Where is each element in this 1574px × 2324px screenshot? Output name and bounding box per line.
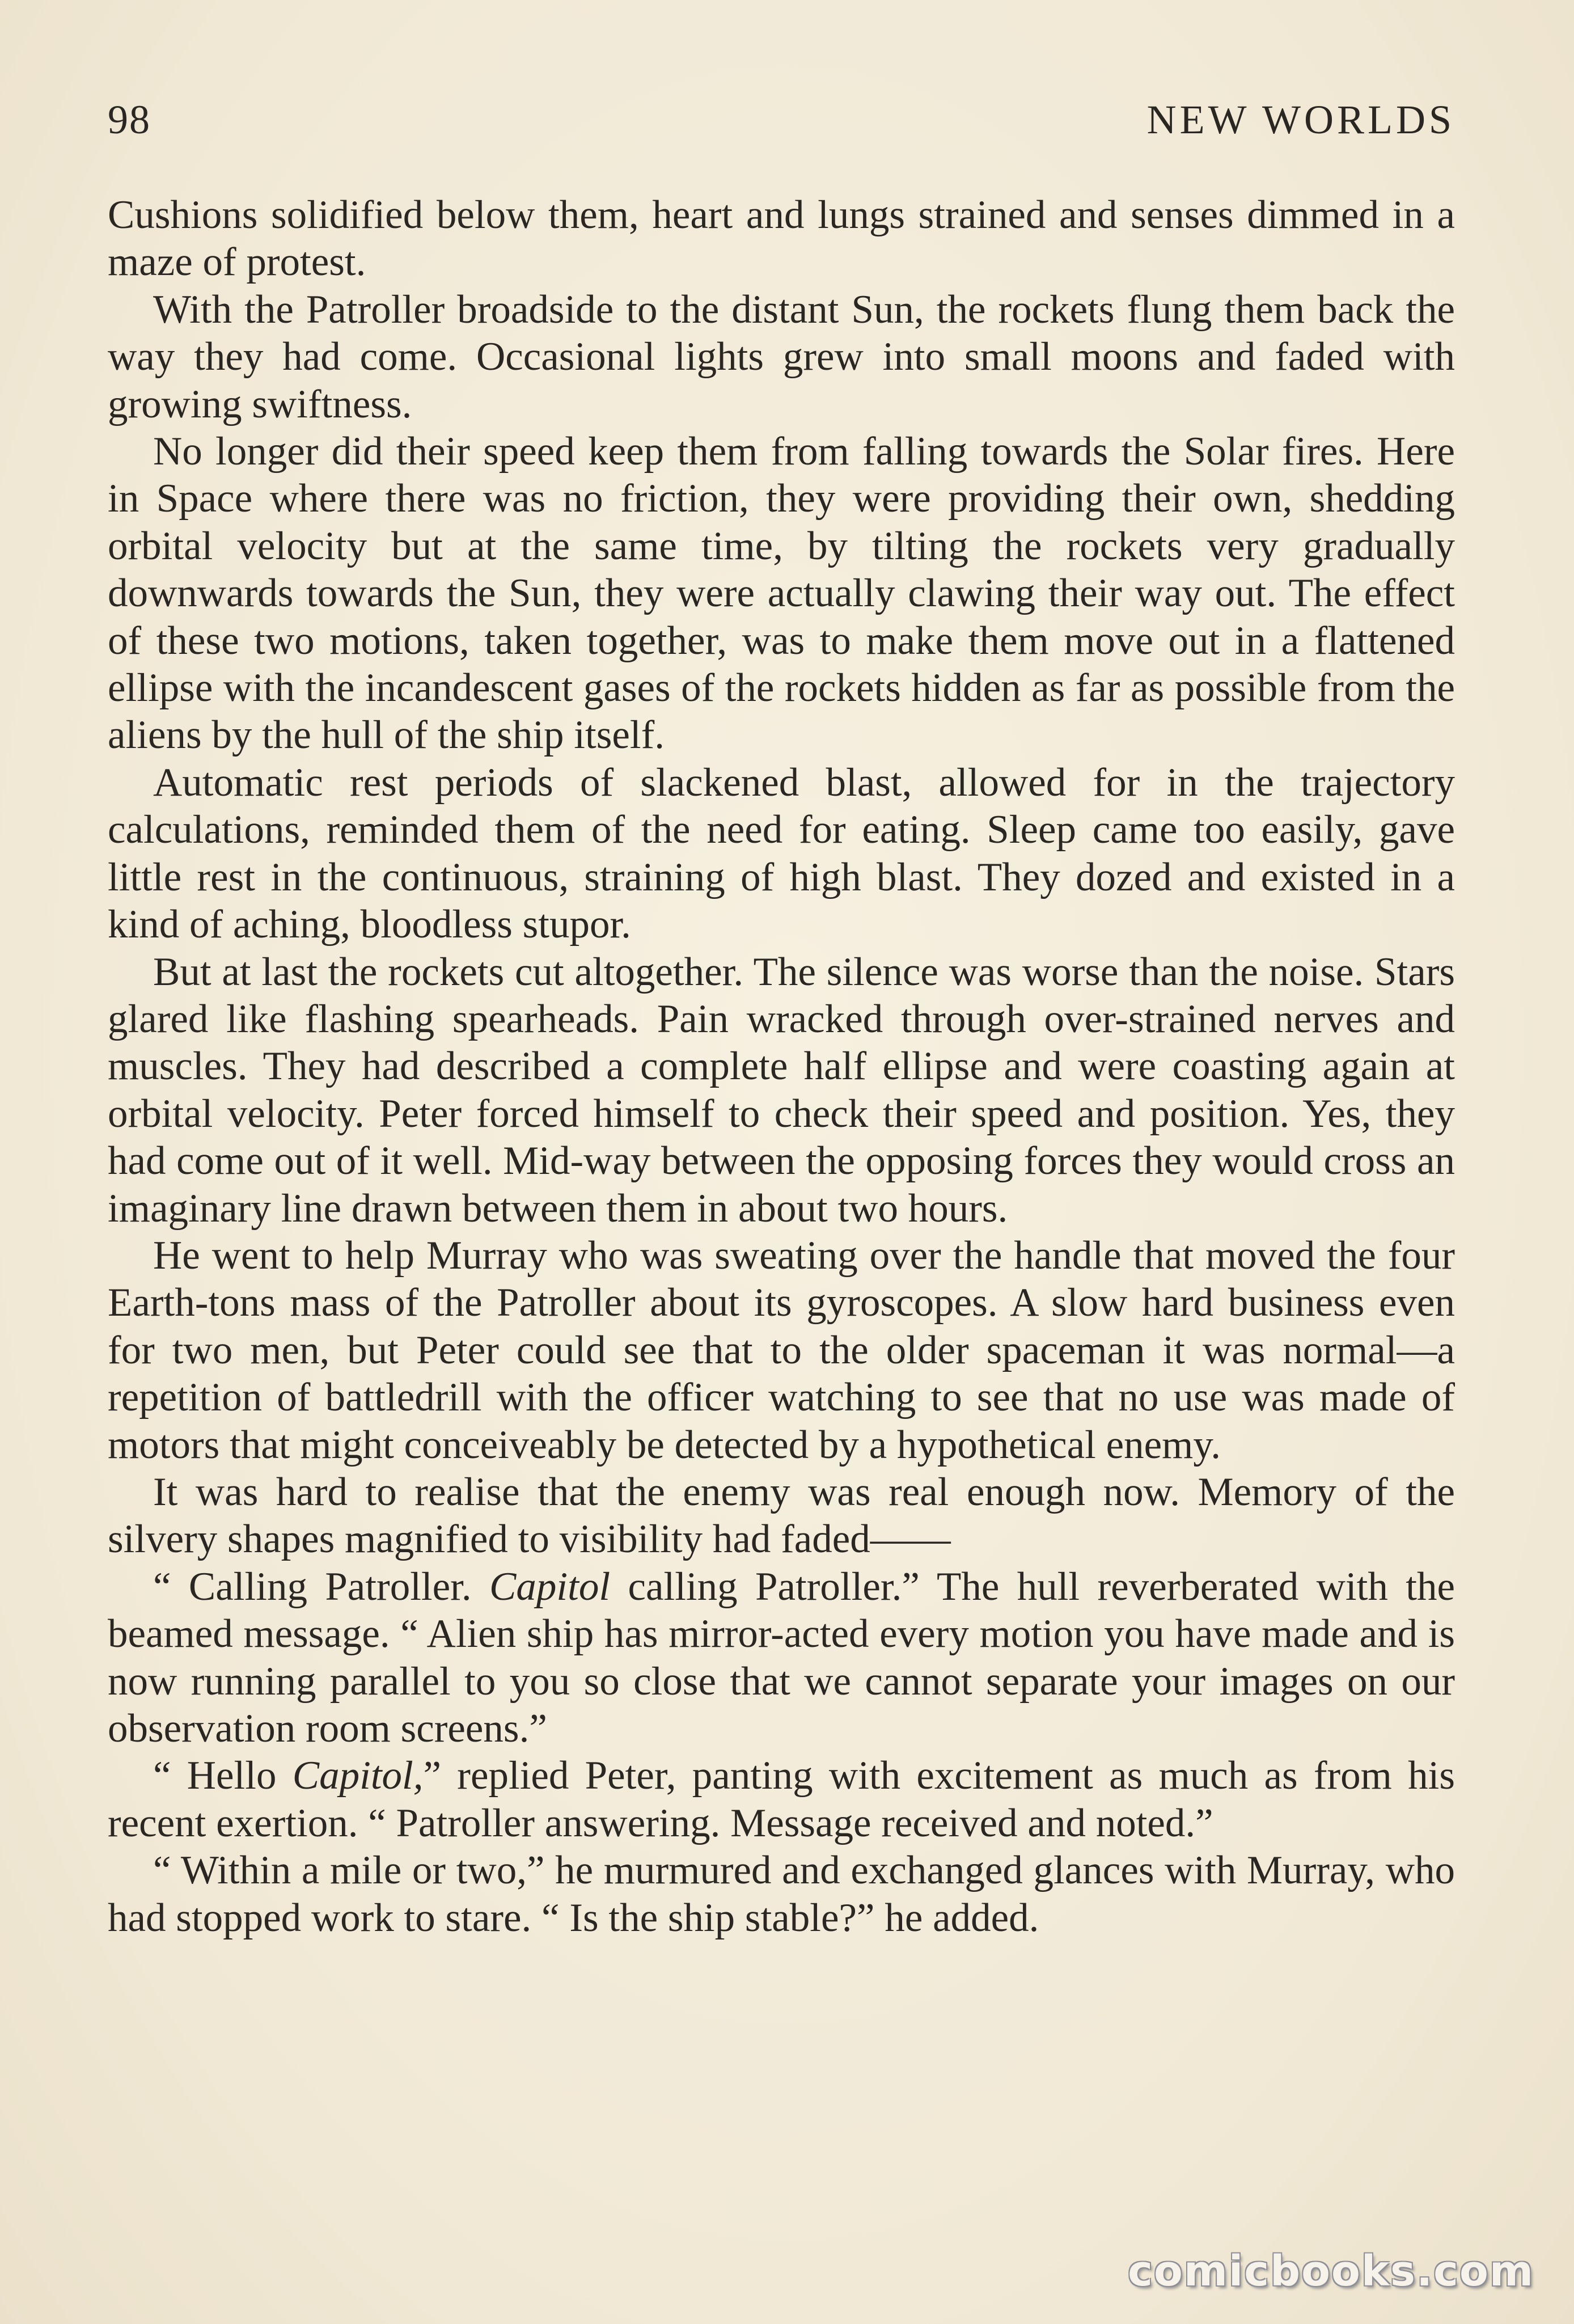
paragraph (108, 949, 1455, 1232)
paragraph (108, 1232, 1455, 1469)
italic-text: Capitol, (292, 1753, 424, 1798)
text-run: No longer did their speed keep them from falling towards the Solar fires. Here in Space where there was no friction, they were providing their own, shedding orbital velocity but at the same time, by tilting the rockets very gradually downwards towards the Sun, they were actually clawing their way out. The effect of these two motions, taken together, was to make them move out in a flattened ellipse with the incandescent gases of the rockets hidden as far as possible from the aliens by the hull of the ship itself. (108, 429, 1455, 758)
running-title: NEW WORLDS (1146, 97, 1455, 142)
text-run: But at last the rockets cut altogether. The silence was worse than the noise. Stars glared like flashing spearheads. Pain wracked through over-strained nerves and muscles. They had described a complete half ellipse and were coasting again at orbital velocity. Peter forced himself to check their speed and position. Yes, they had come out of it well. Mid-way between the opposing forces they would cross an imaginary line drawn between them in about two hours. (108, 949, 1455, 1231)
text-run: calling Patroller.” The hull reverberated with the beamed message. “ Alien ship has mirror-acted every motion you have made and is now running parallel to you so close that we cannot separate your images on our observation room screens.” (108, 1564, 1455, 1751)
page-number: 98 (108, 97, 151, 142)
paragraph (108, 286, 1455, 428)
watermark-logo: comicbooks.com (1128, 2247, 1534, 2296)
paragraph (108, 1469, 1455, 1564)
paragraph (108, 759, 1455, 949)
text-run: With the Patroller broadside to the distant Sun, the rockets flung them back the way they had come. Occasional lights grew into small moons and faded with growing swiftness. (108, 287, 1455, 426)
italic-text: Capitol (489, 1564, 611, 1609)
paragraph (108, 428, 1455, 759)
running-header (108, 96, 1455, 153)
text-run: “ Hello (153, 1753, 293, 1798)
paragraph (108, 1564, 1455, 1753)
text-run: “ Within a mile or two,” he murmured and exchanged glances with Murray, who had stopped work to stare. “ Is the ship stable?” he added. (108, 1848, 1455, 1940)
text-run: He went to help Murray who was sweating over the handle that moved the four Earth-tons mass of the Patroller about its gyroscopes. A slow hard business even for two men, but Peter could see that to the older spaceman it was normal—a repetition of battledrill with the officer watching to see that no use was made of motors that might conceiveably be detected by a hypothetical enemy. (108, 1233, 1455, 1467)
body-text (108, 192, 1455, 1942)
paragraph (108, 192, 1455, 286)
paragraph (108, 1847, 1455, 1942)
text-run: It was hard to realise that the enemy was real enough now. Memory of the silvery shapes magnified to visibility had faded—— (108, 1469, 1455, 1562)
text-run: ” replied Peter, panting with excitement as much as from his recent exertion. “ Patroller answering. Message received and noted.” (108, 1753, 1455, 1845)
text-run: Automatic rest periods of slackened blast, allowed for in the trajectory calculations, reminded them of the need for eating. Sleep came too easily, gave little rest in the continuous, straining of high blast. They dozed and existed in a kind of aching, bloodless stupor. (108, 760, 1455, 947)
text-run: “ Calling Patroller. (153, 1564, 490, 1609)
text-run: Cushions solidified below them, heart and lungs strained and senses dimmed in a maze of protest. (108, 193, 1455, 285)
paragraph (108, 1752, 1455, 1847)
